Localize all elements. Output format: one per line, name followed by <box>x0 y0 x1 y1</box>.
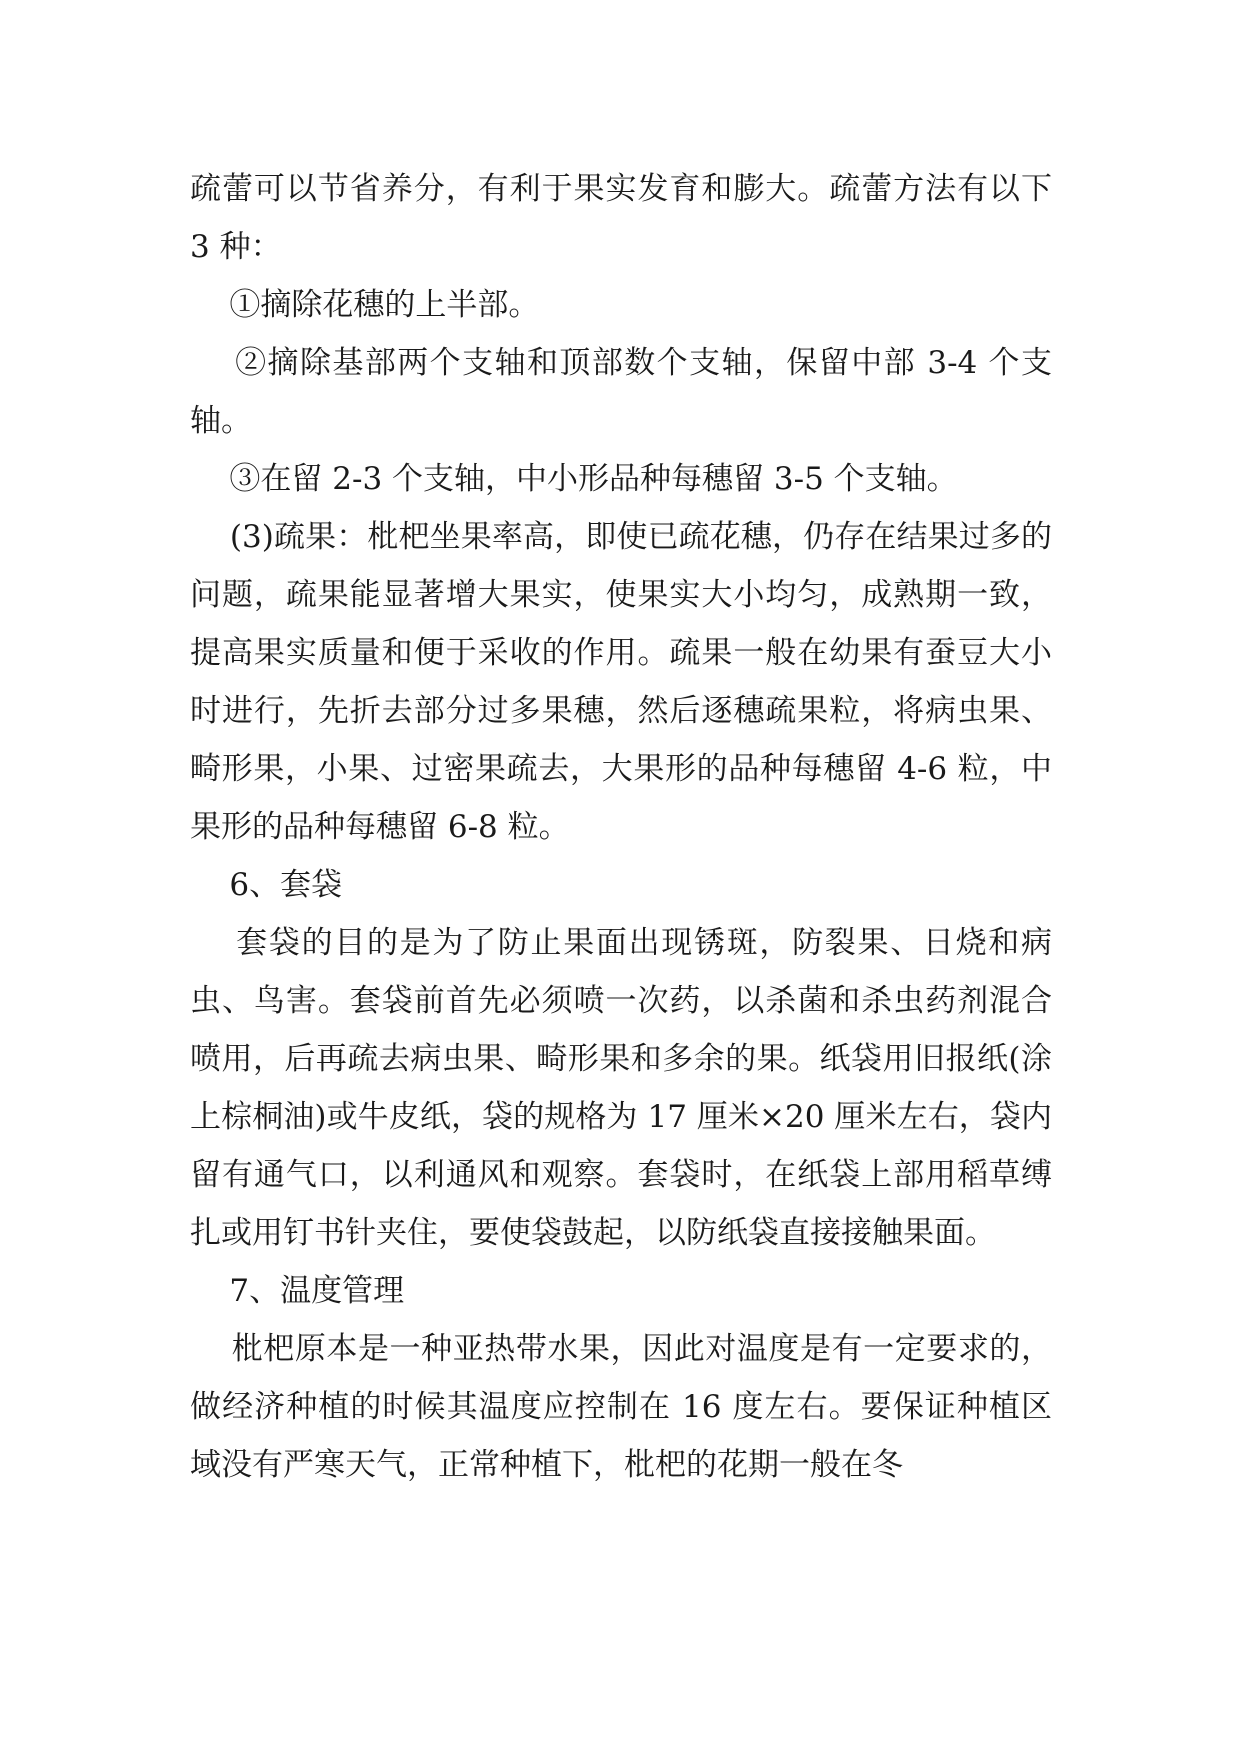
document-body <box>190 160 1062 1494</box>
paragraph: ②摘除基部两个支轴和顶部数个支轴，保留中部 3-4 个支轴。 <box>190 345 1052 439</box>
paragraph: 疏蕾可以节省养分，有利于果实发育和膨大。疏蕾方法有以下 3 种： <box>190 171 1062 265</box>
paragraph: 枇杷原本是一种亚热带水果，因此对温度是有一定要求的，做经济种植的时候其温度应控制在 16 度左右。要保证种植区域没有严寒天气，正常种植下，枇杷的花期一般在冬 <box>190 1331 1052 1483</box>
paragraph: 套袋的目的是为了防止果面出现锈斑，防裂果、日烧和病虫、鸟害。套袋前首先必须喷一次药，以杀菌和杀虫药剂混合喷用，后再疏去病虫果、畸形果和多余的果。纸袋用旧报纸(涂上棕桐油)或牛皮纸，袋的规格为 17 厘米×20 厘米左右，袋内留有通气口，以利通风和观察。套袋时，在纸袋上部用稻草缚扎或用钉书针夹住，要使袋鼓起，以防纸袋直接接触果面。 <box>190 925 1052 1251</box>
section-heading: 7、温度管理 <box>190 1273 405 1309</box>
paragraph: ①摘除花穗的上半部。 <box>190 287 540 323</box>
paragraph: (3)疏果：枇杷坐果率高，即使已疏花穗，仍存在结果过多的问题，疏果能显著增大果实，使果实大小均匀，成熟期一致，提高果实质量和便于采收的作用。疏果一般在幼果有蚕豆大小时进行，先折去部分过多果穗，然后逐穗疏果粒，将病虫果、畸形果，小果、过密果疏去，大果形的品种每穗留 4-6 粒，中果形的品种每穗留 6-8 粒。 <box>190 519 1052 845</box>
paragraph: ③在留 2-3 个支轴，中小形品种每穗留 3-5 个支轴。 <box>190 461 958 497</box>
section-heading: 6、套袋 <box>190 867 343 903</box>
